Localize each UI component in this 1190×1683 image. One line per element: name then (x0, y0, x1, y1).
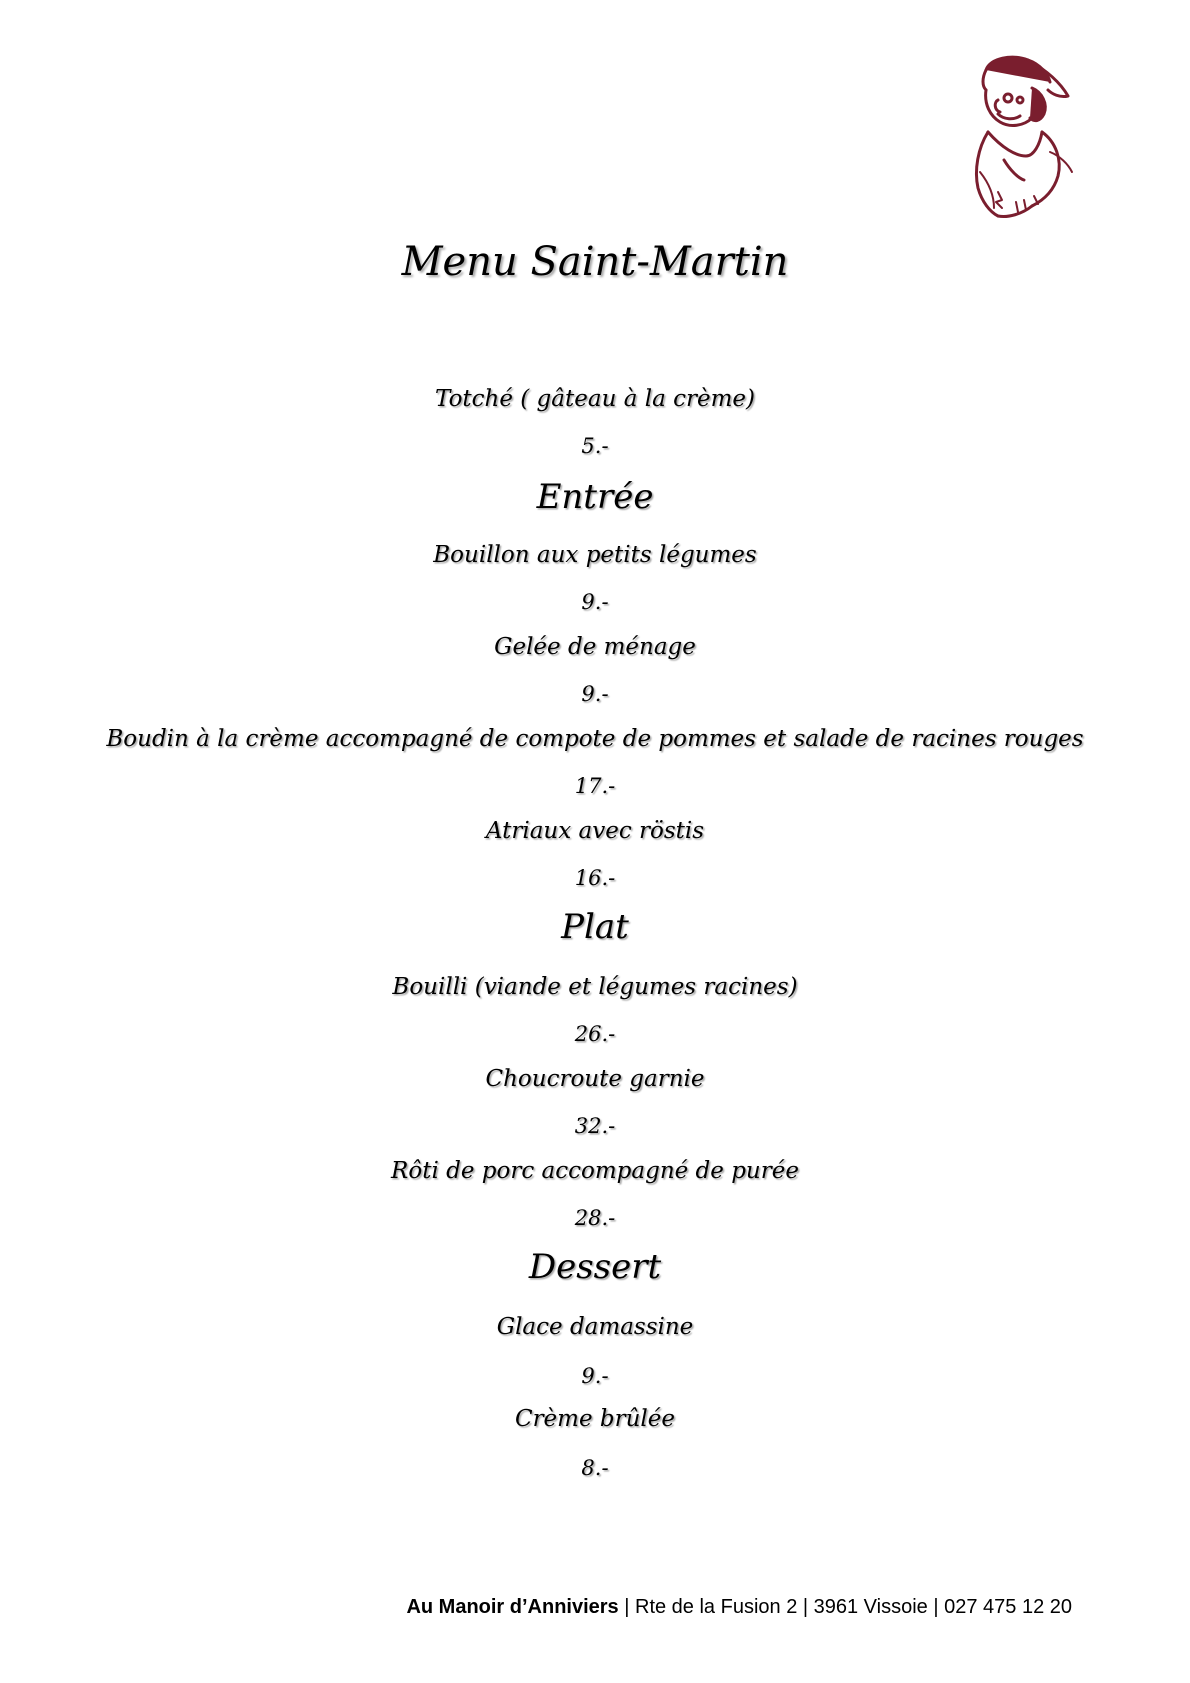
aperitif-item: Totché ( gâteau à la crème) (435, 386, 755, 412)
dessert-item-price: 8.- (581, 1456, 609, 1480)
plat-item-price: 26.- (574, 1022, 616, 1046)
plat-item-name: Bouilli (viande et légumes racines) (392, 974, 798, 1000)
dessert-item-name: Glace damassine (496, 1314, 694, 1340)
entree-item-name: Atriaux avec röstis (485, 818, 705, 844)
aperitif-price: 5.- (581, 434, 609, 458)
entree-item-price: 16.- (574, 866, 616, 890)
footer-restaurant-name: Au Manoir d’Anniviers (406, 1596, 619, 1618)
section-heading-entree: Entrée (536, 477, 654, 517)
section-heading-dessert: Dessert (528, 1247, 662, 1287)
entree-item-name: Gelée de ménage (494, 634, 696, 660)
footer-contact-details: | Rte de la Fusion 2 | 3961 Vissoie | 027 475 12 20 (618, 1596, 1072, 1618)
section-heading-plat: Plat (561, 907, 629, 947)
entree-item-price: 9.- (581, 590, 609, 614)
entree-item-price: 9.- (581, 682, 609, 706)
plat-item-price: 28.- (574, 1206, 616, 1230)
plat-item-price: 32.- (574, 1114, 616, 1138)
mascot-logo-icon (968, 52, 1080, 222)
plat-item-name: Choucroute garnie (485, 1066, 705, 1092)
entree-item-price: 17.- (574, 774, 616, 798)
dessert-item-name: Crème brûlée (514, 1406, 676, 1432)
footer-address (406, 1594, 1072, 1620)
menu-title: Menu Saint-Martin (401, 239, 789, 285)
entree-item-name: Boudin à la crème accompagné de compote de pommes et salade de racines rouges (106, 726, 1084, 752)
plat-item-name: Rôti de porc accompagné de purée (391, 1158, 799, 1184)
dessert-item-price: 9.- (581, 1364, 609, 1388)
entree-item-name: Bouillon aux petits légumes (433, 542, 757, 568)
